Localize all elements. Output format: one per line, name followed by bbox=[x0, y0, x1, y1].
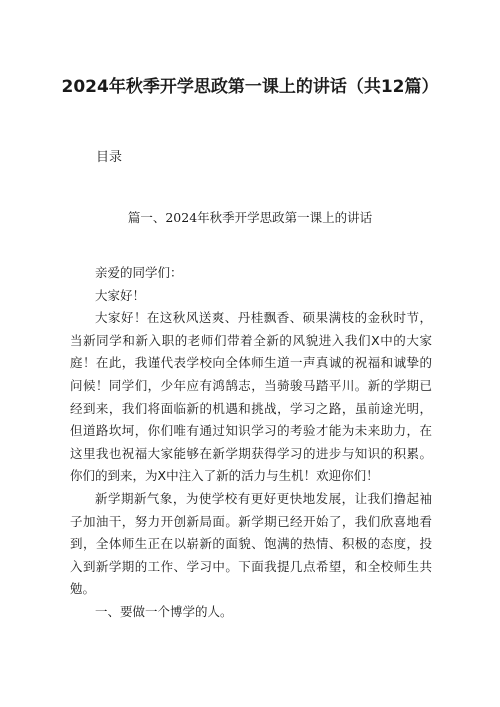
document-body bbox=[70, 262, 432, 624]
toc-label: 目录 bbox=[96, 150, 123, 165]
document-title: 2024年秋季开学思政第一课上的讲话（共12篇） bbox=[61, 77, 439, 97]
greeting: 大家好！ bbox=[95, 287, 146, 303]
body-paragraph: 大家好！在这秋风送爽、丹桂飘香、硕果满枝的金秋时节，当新同学和新入职的老师们带着全新的风貌进入我们X中的大家庭！在此，我谨代表学校向全体师生道一声真诚的祝福和诚挚的问候！同学们，少年应有鸿鹄志，当骑骏马踏平川。新的学期已经到来，我们将面临新的机遇和挑战，学习之路，虽前途光明，但道路坎坷，你们唯有通过知识学习的考验才能为未来助力，在这里我也祝福大家能够在新学期获得学习的进步与知识的积累。你们的到来，为X中注入了新的活力与生机！欢迎你们！ bbox=[70, 310, 432, 484]
salutation: 亲爱的同学们： bbox=[95, 265, 183, 280]
section-heading: 篇一、2024年秋季开学思政第一课上的讲话 bbox=[127, 210, 373, 225]
body-paragraph: 新学期新气象，为使学校有更好更快地发展，让我们撸起袖子加油干，努力开创新局面。新学期已经开始了，我们欣喜地看到，全体师生正在以崭新的面貌、饱满的热情、积极的态度，投入到新学期的工作、学习中。下面我提几点希望，和全校师生共勉。 bbox=[70, 490, 432, 597]
numbered-point: 一、要做一个博学的人。 bbox=[95, 603, 233, 619]
